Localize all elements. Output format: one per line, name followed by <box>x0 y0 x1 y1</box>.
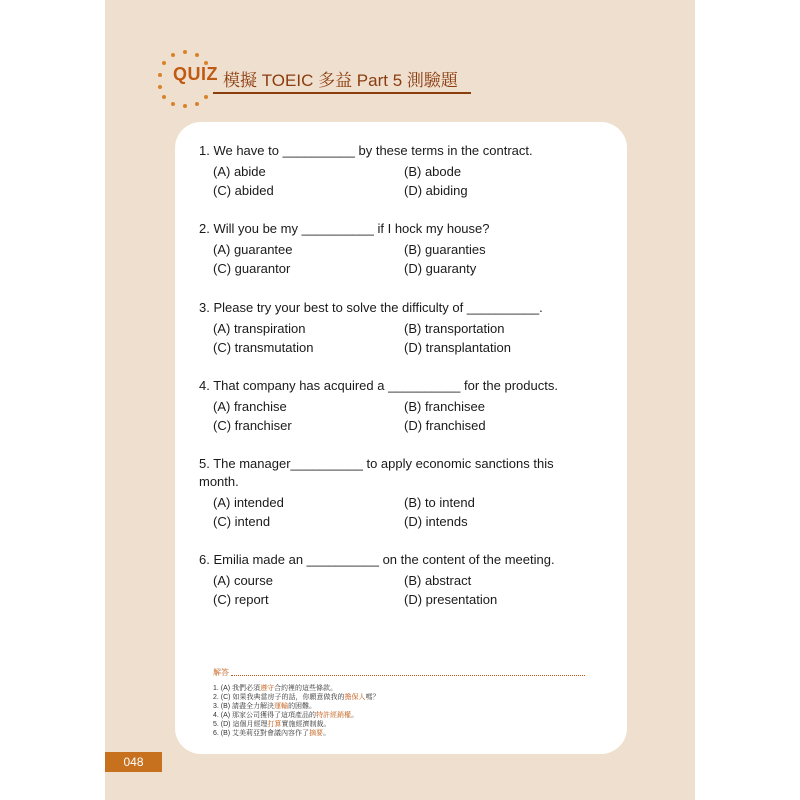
page-title: 模擬 TOEIC 多益 Part 5 測驗題 <box>223 71 458 90</box>
option-a[interactable]: (A) intended <box>213 495 284 510</box>
option-d[interactable]: (D) franchised <box>404 418 486 433</box>
option-a[interactable]: (A) transpiration <box>213 321 306 336</box>
page-number: 048 <box>105 752 162 772</box>
option-b[interactable]: (B) transportation <box>404 321 505 336</box>
option-c[interactable]: (C) franchiser <box>213 418 292 433</box>
option-b[interactable]: (B) franchisee <box>404 399 485 414</box>
answer-line: 6. (B) 艾美莉亞對會議內容作了摘要。 <box>213 730 331 737</box>
answer-line: 1. (A) 我們必須遵守合約裡的這些條款。 <box>213 685 338 692</box>
option-list <box>213 320 599 357</box>
option-c[interactable]: (C) guarantor <box>213 261 291 276</box>
option-d[interactable]: (D) transplantation <box>404 340 511 355</box>
option-list <box>213 572 599 609</box>
question-1 <box>199 142 599 200</box>
option-d[interactable]: (D) abiding <box>404 183 468 198</box>
question-text: 3. Please try your best to solve the difficulty of __________. <box>199 300 543 315</box>
question-text: 2. Will you be my __________ if I hock my house? <box>199 221 490 236</box>
option-list <box>213 494 579 531</box>
option-b[interactable]: (B) abstract <box>404 573 472 588</box>
option-b[interactable]: (B) abode <box>404 164 462 179</box>
option-b[interactable]: (B) guaranties <box>404 242 486 257</box>
question-2 <box>199 220 599 278</box>
answer-line: 5. (D) 這個月經理打算實施經濟制裁。 <box>213 721 331 728</box>
answer-line: 4. (A) 那家公司獲得了這項產品的特許經銷權。 <box>213 712 359 719</box>
question-6 <box>199 551 599 609</box>
option-c[interactable]: (C) report <box>213 592 269 607</box>
option-d[interactable]: (D) guaranty <box>404 261 477 276</box>
answer-heading-row <box>213 667 585 678</box>
option-c[interactable]: (C) intend <box>213 514 271 529</box>
option-a[interactable]: (A) guarantee <box>213 242 293 257</box>
option-list <box>213 398 599 435</box>
question-5 <box>199 455 579 531</box>
question-text: 5. The manager__________ to apply economic sanctions this month. <box>199 456 554 489</box>
option-d[interactable]: (D) intends <box>404 514 468 529</box>
option-a[interactable]: (A) franchise <box>213 399 287 414</box>
answer-line: 2. (C) 如果我典當房子的話，你願意做我的擔保人嗎？ <box>213 694 380 701</box>
question-4 <box>199 377 599 435</box>
option-list <box>213 163 599 200</box>
answer-key <box>213 667 585 738</box>
option-a[interactable]: (A) abide <box>213 164 266 179</box>
question-text: 6. Emilia made an __________ on the content of the meeting. <box>199 552 555 567</box>
answer-heading: 解答 <box>213 668 229 677</box>
option-list <box>213 241 599 278</box>
quiz-card <box>175 122 627 754</box>
quiz-header <box>155 48 475 108</box>
question-3 <box>199 299 599 357</box>
option-c[interactable]: (C) transmutation <box>213 340 314 355</box>
quiz-tag: QUIZ <box>173 64 218 84</box>
option-c[interactable]: (C) abided <box>213 183 274 198</box>
answer-line: 3. (B) 請盡全力解決運輸的困難。 <box>213 703 317 710</box>
option-b[interactable]: (B) to intend <box>404 495 475 510</box>
title-underline <box>213 92 471 94</box>
dotted-rule <box>231 675 585 676</box>
question-text: 1. We have to __________ by these terms in the contract. <box>199 143 533 158</box>
option-a[interactable]: (A) course <box>213 573 273 588</box>
option-d[interactable]: (D) presentation <box>404 592 498 607</box>
question-text: 4. That company has acquired a __________ for the products. <box>199 378 558 393</box>
